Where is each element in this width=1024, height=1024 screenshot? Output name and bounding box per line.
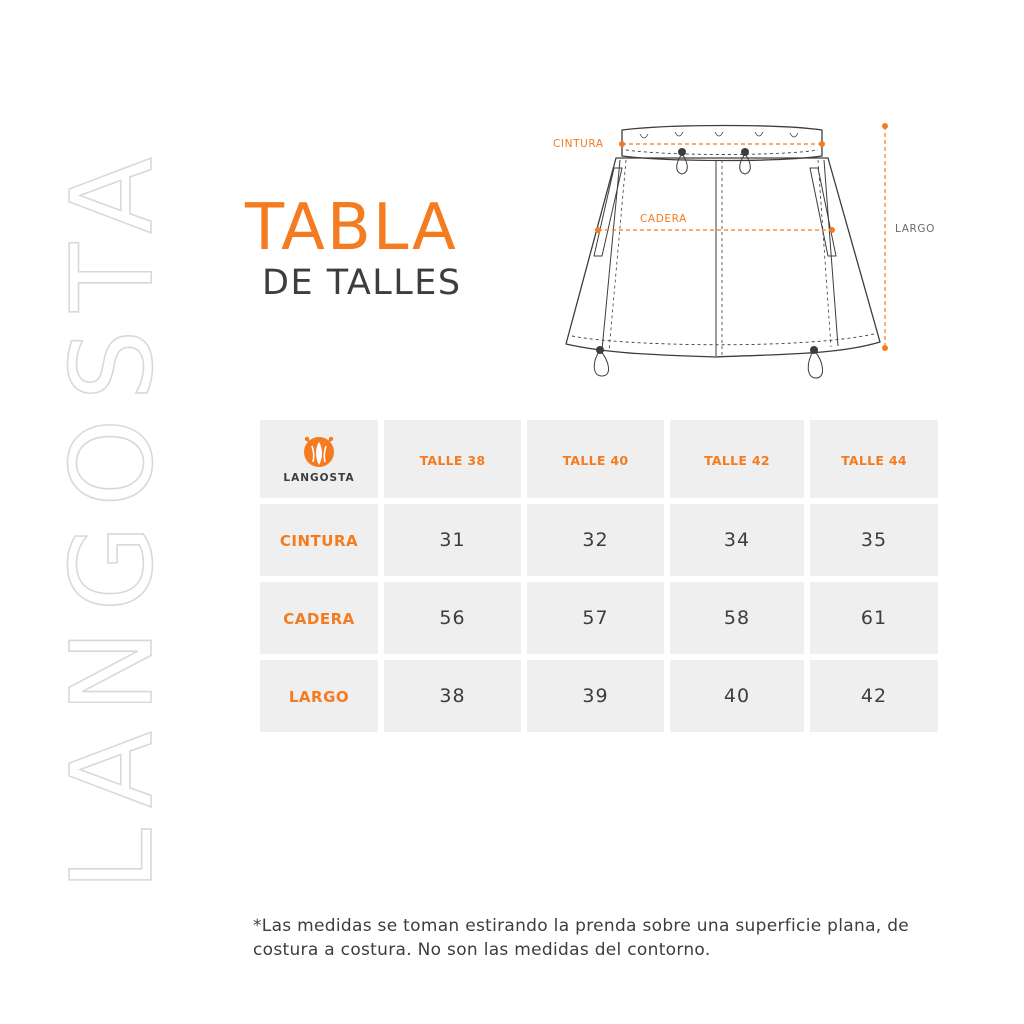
measurement-value: 56 [439,607,466,629]
row-label: CADERA [283,609,355,628]
brand-vertical-watermark: LANGOSTA [48,139,178,891]
lobster-logo-icon [300,434,338,468]
page-title: TABLA [245,191,458,265]
brand-logo-text: LANGOSTA [283,472,355,484]
diagram-length-label: LARGO [895,223,935,235]
measurement-value: 32 [582,529,609,551]
measurement-value: 31 [439,529,466,551]
measurement-value: 61 [860,607,888,629]
column-header-size: TALLE 38 [419,452,486,468]
brand-logo [260,434,378,484]
measurement-value: 38 [439,685,466,707]
measurement-footnote: *Las medidas se toman estirando la prenda sobre una superficie plana, de costura a costura. No son las medidas del contorno. [253,916,910,960]
row-label: CINTURA [279,531,359,550]
column-header-size: TALLE 42 [704,452,770,468]
column-header-size: TALLE 40 [562,452,629,468]
measurement-value: 34 [723,529,751,551]
measurement-value: 42 [860,685,888,707]
page-subtitle: DE TALLES [262,263,462,303]
measurement-value: 58 [723,607,751,629]
table-row-length [260,660,938,732]
table-row-hip [260,582,938,654]
table-header-row [260,420,938,498]
diagram-hip-label: CADERA [640,213,687,225]
column-header-size: TALLE 44 [841,452,907,468]
skirt-body [566,158,880,357]
skirt-waistband [622,126,822,161]
measurement-value: 57 [582,607,609,629]
measurement-value: 39 [582,685,609,707]
row-label: LARGO [288,687,350,706]
size-table [254,414,944,738]
logo-cell [260,420,378,498]
diagram-waist-label: CINTURA [553,138,604,150]
skirt-diagram [540,110,960,390]
measurement-value: 40 [723,685,751,707]
table-row-waist [260,504,938,576]
measurement-value: 35 [860,529,888,551]
